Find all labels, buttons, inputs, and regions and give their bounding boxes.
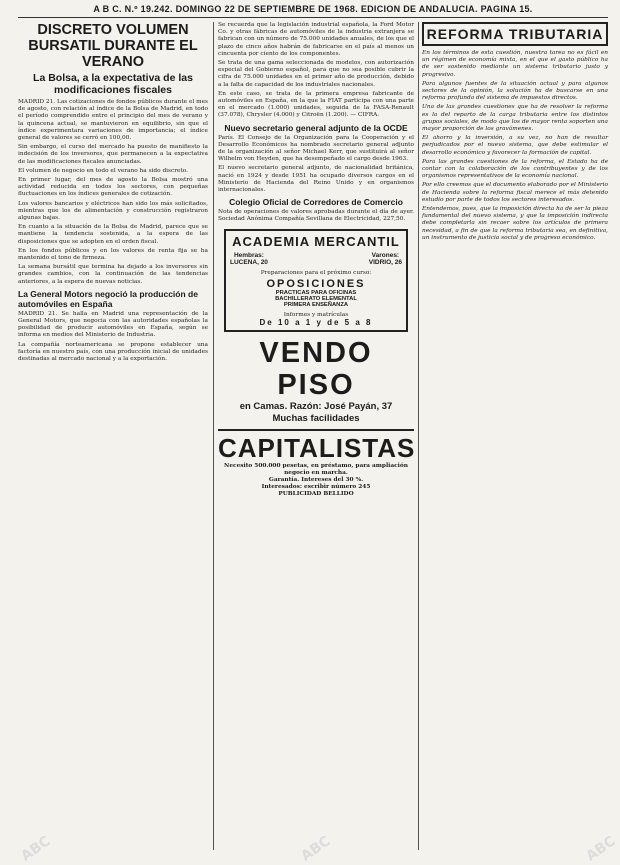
header-rule [18,17,608,18]
paragraph: MADRID 21. Las cotizaciones de fondos públicos durante el mes de agosto, con relación al índice de la Bolsa de Madrid, en todo el período comprendido entre el principio del mes de verano y la quincena actual, se mantuvieron en equilibrio, sin que el índice experimentara variaciones de importancia; el índice general de valores se cerró en 100,00. [18,99,208,142]
paragraph: El volumen de negocio en todo el verano ha sido discreto. [18,167,189,174]
men-address: VIDRIO, 26 [368,258,402,266]
watermark: ABC [18,833,54,865]
column-right [422,22,608,244]
column-divider [213,22,214,850]
paragraph: En este caso, se trata de la primera empresa fabricante de automóviles en España, en la que la FIAT participa con una parte en el mercado (1.000) unidades, seguida de la FASA-Renault (37.078), Chrysler (4.000) y Citroën (1.200). — CIFRA. [218,90,414,119]
subhead-bolsa: La Bolsa, a la expectativa de las modificaciones fiscales [33,72,193,96]
ad-capitalistas-title: CAPITALISTAS [218,429,414,463]
ad-vendo-piso-address: en Camas. Razón: José Payán, 37 [239,400,393,412]
academia-title: ACADEMIA MERCANTIL [232,233,400,249]
women-label: Hembras: [233,251,264,259]
headline-reforma: REFORMA TRIBUTARIA [422,22,608,46]
subhead-ocde: Nuevo secretario general adjunto de la OCDE [224,122,408,133]
ad-capitalistas-line: Garantía. Intereses del 30 %. [268,477,364,484]
subhead-general-motors: La General Motors negoció la producción de automóviles en España [18,288,198,309]
ad-capitalistas-line: Interesados: escribir número 245 [261,484,371,491]
column-left [18,22,208,365]
paragraph: Para las grandes cuestiones de la reforma, el Estado ha de contar con la colaboración de los contribuyentes y de los organismos representativos de la economía nacional. [422,158,608,180]
subhead-colegio: Colegio Oficial de Corredores de Comercio [229,197,403,208]
paragraph: Se recuerda que la legislación industrial española, la Ford Motor Co. y otras fábricas de automóviles de la industria extranjera se fabrican con un número de 75.000 unidades anuales, de los que el plazo de cinco años habrán de fabricarse en el país al menos un cincuenta por ciento de los componentes. [218,22,414,57]
paragraph: Nota de operaciones de valores aprobadas durante el día de ayer. Sociedad Anónima Compañía Sevillana de Electricidad, 227,50. [218,209,414,223]
academia-hours: De 10 a 1 y de 5 a 8 [259,317,373,327]
academia-info: Informes y matrículas [283,311,349,318]
headline-bolsa: DISCRETO VOLUMEN BURSATIL DURANTE EL VERANO [28,22,198,70]
academia-prep: Preparaciones para el próximo curso: [260,269,372,276]
academia-line: PRACTICAS PARA OFICINAS [275,289,357,296]
women-address: LUCENA, 20 [230,258,268,266]
paragraph: En cuanto a la situación de la Bolsa de Madrid, parece que se mantiene la tendencia sostenida, a la espera de las disposiciones que se adopten en el orden fiscal. [18,224,208,245]
paragraph: Por ello creemos que el documento elaborado por el Ministerio de Hacienda sobre la reforma fiscal merece el más detenido estudio por parte de todos los sectores interesados. [422,182,608,203]
paragraph: Entendemos, pues, que la imposición directa ha de ser la pieza fundamental del nuevo sistema, y que la imposición indirecta debe completarla sin recaer sobre los artículos de primera necesidad, a fin de que la reforma tributaria sea, en definitiva, un instrumento de justicia social y de progreso económico. [422,206,608,241]
ad-capitalistas-agency: PUBLICIDAD BELLIDO [278,491,354,498]
paragraph: En los términos de esta cuestión, nuestra tarea no es fácil en un régimen de economía mixta, en el que el gasto público ha de ser sostenido mediante un sistema tributario justo y progresivo. [422,50,608,78]
paragraph: Se trata de una gama seleccionada de modelos, con autorización especial del Gobierno español, para que no sea posible cubrir la cifra de 75.000 unidades en el primer año de producción, debido a la falta de capacidad de los industriales nacionales. [218,60,414,88]
column-divider [418,22,419,850]
ad-vendo-piso-note: Muchas facilidades [272,412,360,424]
paragraph: París. El Consejo de la Organización para la Cooperación y el Desarrollo Económicos ha nombrado secretario general adjunto de la organización al señor Michael Kerr, que sustituirá al señor Wilhelm von Heyden, que ha desempeñado el cargo desde 1963. [218,134,414,163]
paragraph: El ahorro y la inversión, a su vez, no han de resultar perjudicados por el nuevo sistema, que debe estimular el desarrollo económico y favorecer la formación de capital. [422,135,608,156]
academia-oposiciones: OPOSICIONES [266,277,366,290]
paragraph: El nuevo secretario general adjunto, de nacionalidad británica, nació en 1924 y desde 1951 ha ocupado diversos cargos en el Ministerio de Hacienda del Reino Unido y en organismos internacionales. [218,165,414,194]
paragraph: Una de las grandes cuestiones que ha de resolver la reforma es la del reparto de la carga tributaria entre los distintos grupos sociales, de modo que los de mayor renta soporten una mayor proporción de los gravámenes. [422,104,608,133]
paragraph: MADRID 21. Se halla en Madrid una representación de la General Motors, que negocia con las autoridades españolas la posibilidad de producir automóviles en España, según se informa en medios del Ministerio de Industria. [18,310,208,339]
paragraph: Sin embargo, el curso del mercado ha puesto de manifiesto la indecisión de los inversores, que permanecen a la expectativa de las modificaciones fiscales anunciadas. [18,144,208,165]
academia-line: PRIMERA ENSEÑANZA [283,301,349,308]
ad-academia [224,229,408,332]
page-header: A B C. N.º 19.242. DOMINGO 22 DE SEPTIEMBRE DE 1968. EDICION DE ANDALUCIA. PAGINA 15. [93,4,533,14]
ad-vendo-piso-title: VENDO PISO [259,336,373,401]
paragraph: La compañía norteamericana se propone establecer una factoría en nuestro país, con una producción inicial de unidades destinadas al mercado nacional y a la exportación. [18,341,208,363]
academia-addresses [230,252,402,266]
paragraph: Los valores bancarios y eléctricos han sido los más solicitados, mientras que los de alimentación y construcción registraron algunas bajas. [18,200,208,222]
ad-capitalistas-line: Necesito 500.000 pesetas, en préstamo, para ampliación negocio en marcha. [224,462,408,476]
academia-line: BACHILLERATO ELEMENTAL [275,295,357,302]
watermark: ABC [583,833,619,865]
men-label: Varones: [371,251,400,259]
paragraph: La semana bursátil que termina ha dejado a los inversores sin grandes cambios, con la continuación de las tendencias anteriores, a la espera de nuevas noticias. [18,264,208,285]
paragraph: En los fondos públicos y en los valores de renta fija se ha mantenido el tono de firmeza. [18,247,208,262]
paragraph: En primer lugar, del mes de agosto la Bolsa mostró una actividad reducida en todos los sectores, con pequeñas fluctuaciones en los índices generales de cotización. [18,177,208,198]
watermark: ABC [298,833,334,865]
column-middle [218,22,414,499]
paragraph: Para algunos fuentes de la situación actual y para algunos sectores de la opinión, la solución ha de buscarse en una reforma profunda del sistema de impuestos directos. [422,80,608,102]
